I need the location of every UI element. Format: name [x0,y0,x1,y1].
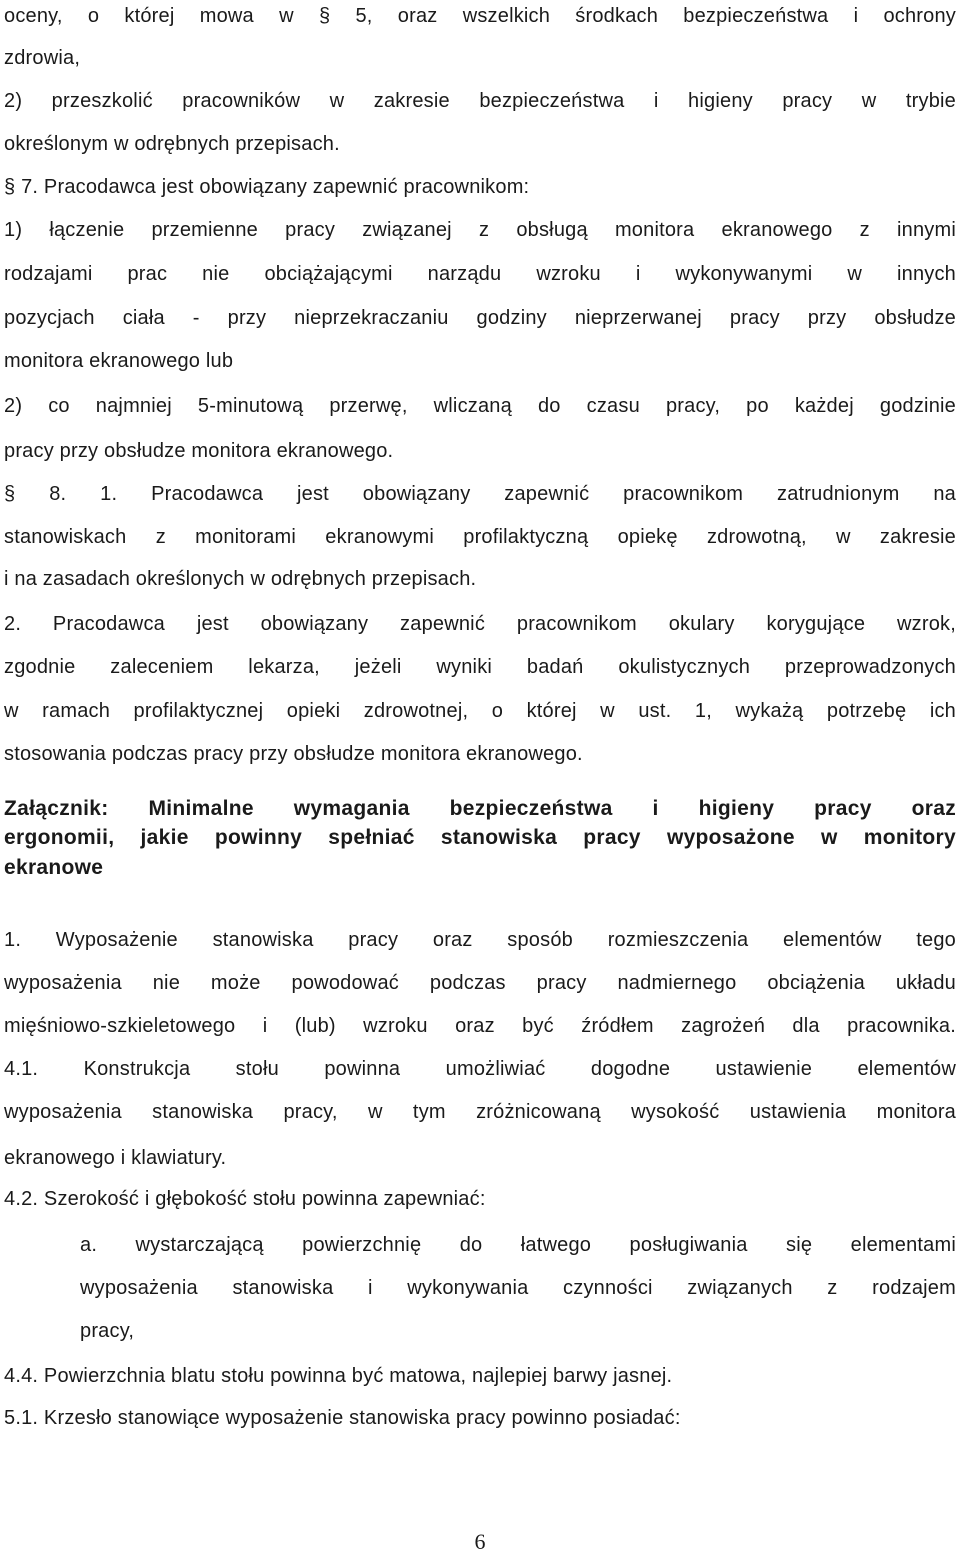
text-line: 2) co najmniej 5-minutową przerwę, wliczaną do czasu pracy, po każdej godzinie [4,395,956,417]
text-line: wyposażenia stanowiska i wykonywania czynności związanych z rodzajem [80,1277,956,1299]
text-line: mięśniowo-szkieletowego i (lub) wzroku oraz być źródłem zagrożeń dla pracownika. [4,1015,956,1037]
text-line: stanowiskach z monitorami ekranowymi profilaktyczną opiekę zdrowotną, w zakresie [4,526,956,548]
text-line: i na zasadach określonych w odrębnych przepisach. [4,568,477,590]
text-line: 2. Pracodawca jest obowiązany zapewnić pracownikom okulary korygujące wzrok, [4,613,956,635]
text-line: określonym w odrębnych przepisach. [4,133,340,155]
text-line: oceny, o której mowa w § 5, oraz wszelkich środkach bezpieczeństwa i ochrony [4,5,956,27]
text-line: pracy, [80,1320,135,1342]
text-line: wyposażenia nie może powodować podczas pracy nadmiernego obciążenia układu [4,972,956,994]
annex-title-line: Załącznik: Minimalne wymagania bezpieczeństwa i higieny pracy oraz [4,797,956,820]
annex-title-line: ergonomii, jakie powinny spełniać stanowiska pracy wyposażone w monitory [4,826,956,849]
text-line: stosowania podczas pracy przy obsłudze monitora ekranowego. [4,743,583,765]
text-line: 4.1. Konstrukcja stołu powinna umożliwiać dogodne ustawienie elementów [4,1058,956,1080]
text-line: 1. Wyposażenie stanowiska pracy oraz sposób rozmieszczenia elementów tego [4,929,956,951]
section-heading-8: § 8. 1. Pracodawca jest obowiązany zapewnić pracownikom zatrudnionym na [4,483,956,505]
text-line: 2) przeszkolić pracowników w zakresie bezpieczeństwa i higieny pracy w trybie [4,90,956,112]
text-line: zgodnie zaleceniem lekarza, jeżeli wyniki badań okulistycznych przeprowadzonych [4,656,956,678]
text-line: rodzajami prac nie obciążającymi narządu wzroku i wykonywanymi w innych [4,263,956,285]
section-heading-7: § 7. Pracodawca jest obowiązany zapewnić pracownikom: [4,176,530,198]
list-item-a: a. wystarczającą powierzchnię do łatwego posługiwania się elementami [80,1234,956,1256]
text-line: 1) łączenie przemienne pracy związanej z obsługą monitora ekranowego z innymi [4,219,956,241]
text-line: monitora ekranowego lub [4,350,234,372]
page-number: 6 [474,1529,486,1554]
text-line: ekranowego i klawiatury. [4,1147,227,1169]
text-line: 4.2. Szerokość i głębokość stołu powinna zapewniać: [4,1188,486,1210]
text-line: pozycjach ciała - przy nieprzekraczaniu godziny nieprzerwanej pracy przy obsłudze [4,307,956,329]
text-line: 4.4. Powierzchnia blatu stołu powinna być matowa, najlepiej barwy jasnej. [4,1365,673,1387]
text-line: zdrowia, [4,47,81,69]
text-line: 5.1. Krzesło stanowiące wyposażenie stanowiska pracy powinno posiadać: [4,1407,681,1429]
text-line: w ramach profilaktycznej opieki zdrowotnej, o której w ust. 1, wykażą potrzebę ich [4,700,956,722]
annex-title-line: ekranowe [4,856,104,879]
text-line: pracy przy obsłudze monitora ekranowego. [4,440,394,462]
text-line: wyposażenia stanowiska pracy, w tym zróżnicowaną wysokość ustawienia monitora [4,1101,956,1123]
